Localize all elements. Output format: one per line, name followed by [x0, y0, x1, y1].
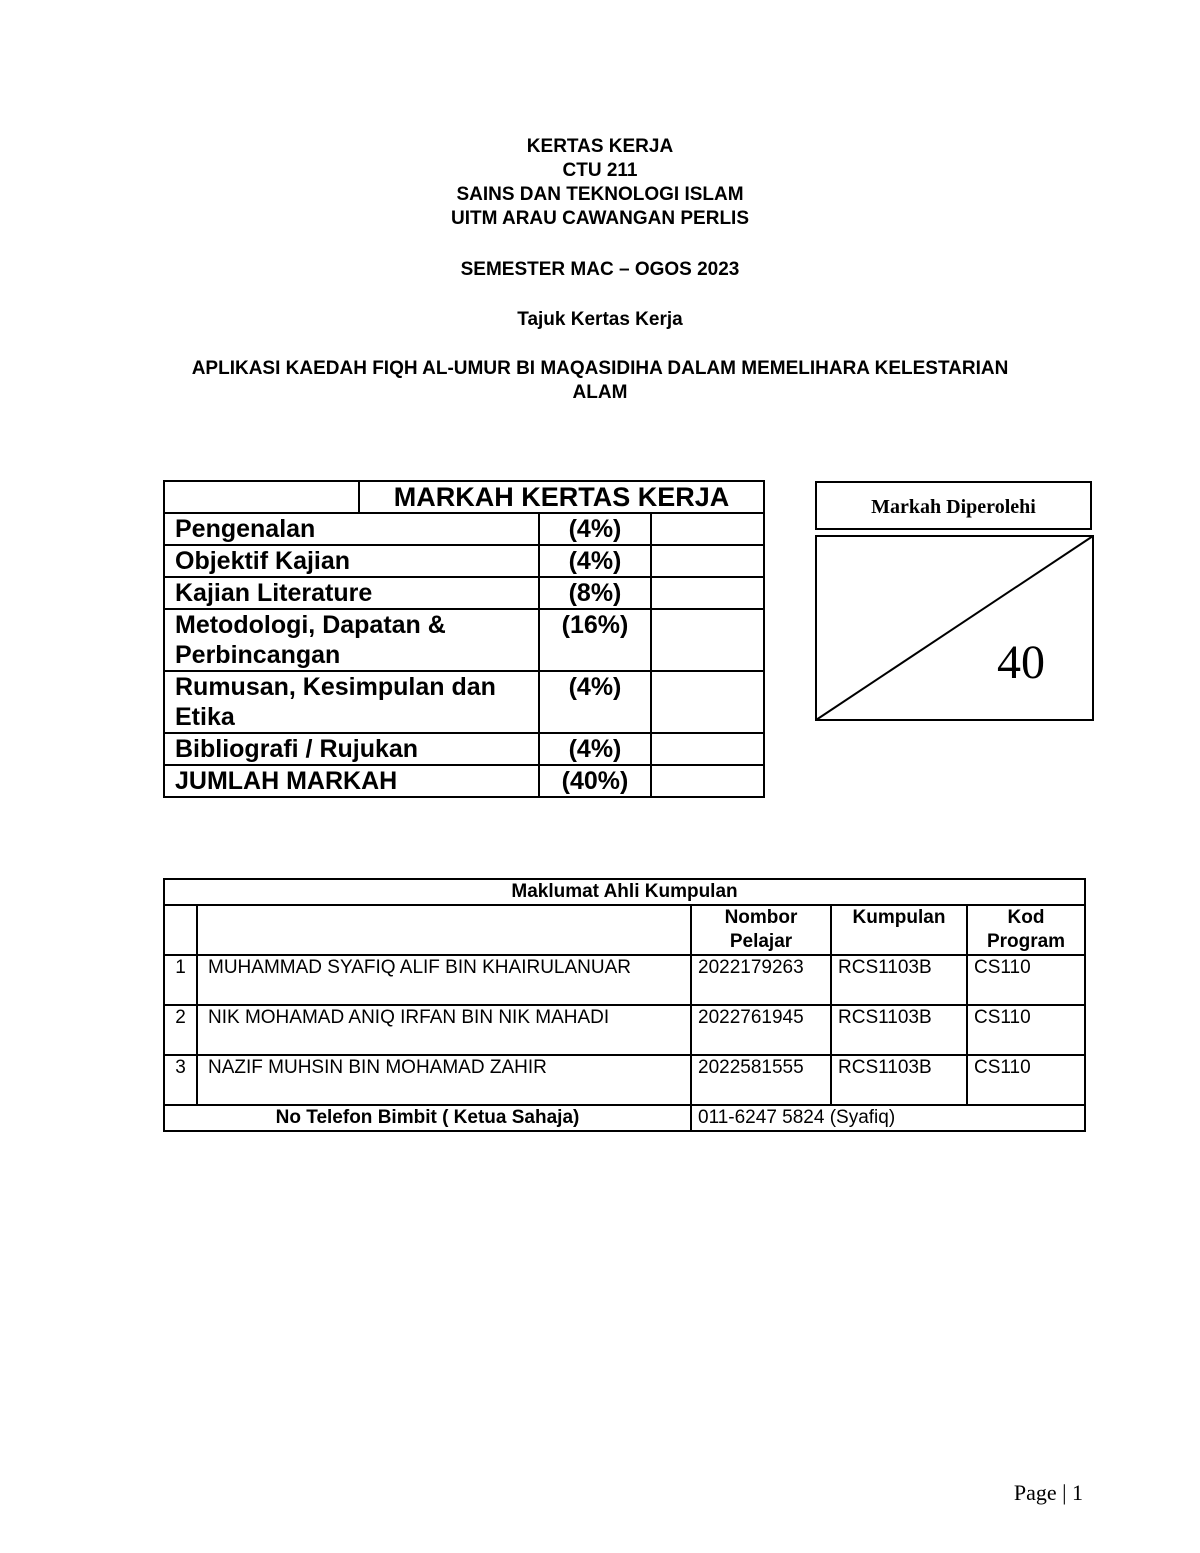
semester-line — [0, 258, 1200, 282]
phone-label: No Telefon Bimbit ( Ketua Sahaja) — [164, 1105, 691, 1131]
tajuk-label-text: Tajuk Kertas Kerja — [517, 309, 683, 330]
member-group: RCS1103B — [831, 1005, 967, 1055]
marks-item: Rumusan, Kesimpulan dan Etika — [164, 671, 539, 733]
members-caption: Maklumat Ahli Kumpulan — [164, 879, 1085, 905]
member-program: CS110 — [967, 1005, 1085, 1055]
header-line: CTU 211 — [562, 160, 638, 181]
marks-score-cell — [651, 545, 764, 577]
member-row — [164, 1005, 1085, 1055]
marks-weight: (8%) — [539, 577, 651, 609]
marks-score-cell — [651, 577, 764, 609]
marks-item: Pengenalan — [164, 513, 539, 545]
marks-total-label: JUMLAH MARKAH — [164, 765, 539, 797]
marks-score-cell — [651, 609, 764, 671]
member-program: CS110 — [967, 1055, 1085, 1105]
marks-row — [164, 733, 764, 765]
col-head-student-no: Nombor Pelajar — [691, 905, 831, 955]
score-value: 40 — [997, 636, 1045, 689]
score-label: Markah Diperolehi — [815, 481, 1092, 530]
semester-text: SEMESTER MAC – OGOS 2023 — [460, 259, 740, 280]
marks-item: Kajian Literature — [164, 577, 539, 609]
marks-item: Bibliografi / Rujukan — [164, 733, 539, 765]
member-name: MUHAMMAD SYAFIQ ALIF BIN KHAIRULANUAR — [197, 955, 691, 1005]
paper-title-line: APLIKASI KAEDAH FIQH AL-UMUR BI MAQASIDIHA DALAM MEMELIHARA KELESTARIAN — [191, 358, 1009, 379]
header-line: SAINS DAN TEKNOLOGI ISLAM — [456, 184, 744, 205]
col-head-name — [197, 905, 691, 955]
col-head-group: Kumpulan — [831, 905, 967, 955]
header-line: KERTAS KERJA — [526, 136, 674, 157]
members-caption-row — [164, 879, 1085, 905]
marks-row — [164, 671, 764, 733]
marks-row — [164, 545, 764, 577]
marks-total-score-cell — [651, 765, 764, 797]
marks-table-header — [164, 481, 764, 513]
member-name: NIK MOHAMAD ANIQ IRFAN BIN NIK MAHADI — [197, 1005, 691, 1055]
member-row — [164, 1055, 1085, 1105]
member-no: 1 — [164, 955, 197, 1005]
members-table — [163, 878, 1086, 1132]
document-header — [0, 135, 1200, 231]
marks-weight: (4%) — [539, 545, 651, 577]
marks-score-cell — [651, 733, 764, 765]
marks-item: Metodologi, Dapatan & Perbincangan — [164, 609, 539, 671]
col-head-program: Kod Program — [967, 905, 1085, 955]
marks-table-heading: MARKAH KERTAS KERJA — [359, 481, 764, 513]
tajuk-label — [0, 308, 1200, 332]
member-student-no: 2022581555 — [691, 1055, 831, 1105]
paper-title — [0, 357, 1200, 405]
marks-row — [164, 513, 764, 545]
paper-title-line: ALAM — [572, 382, 628, 403]
marks-weight: (16%) — [539, 609, 651, 671]
score-box-frame — [815, 535, 1095, 722]
member-group: RCS1103B — [831, 955, 967, 1005]
marks-table — [163, 480, 765, 798]
member-group: RCS1103B — [831, 1055, 967, 1105]
member-row — [164, 955, 1085, 1005]
members-header-row — [164, 905, 1085, 955]
marks-row — [164, 577, 764, 609]
marks-item: Objektif Kajian — [164, 545, 539, 577]
marks-weight: (4%) — [539, 733, 651, 765]
member-no: 3 — [164, 1055, 197, 1105]
member-name: NAZIF MUHSIN BIN MOHAMAD ZAHIR — [197, 1055, 691, 1105]
score-box-diagonal — [816, 536, 1093, 720]
marks-row — [164, 609, 764, 671]
marks-score-cell — [651, 671, 764, 733]
phone-value: 011-6247 5824 (Syafiq) — [691, 1105, 1085, 1131]
marks-weight: (4%) — [539, 513, 651, 545]
marks-weight: (4%) — [539, 671, 651, 733]
phone-row — [164, 1105, 1085, 1131]
page-number: Page | 1 — [1013, 1480, 1083, 1505]
member-no: 2 — [164, 1005, 197, 1055]
marks-total-weight: (40%) — [539, 765, 651, 797]
marks-score-cell — [651, 513, 764, 545]
header-line: UITM ARAU CAWANGAN PERLIS — [450, 208, 750, 229]
marks-total-row — [164, 765, 764, 797]
member-student-no: 2022179263 — [691, 955, 831, 1005]
col-head-no — [164, 905, 197, 955]
score-box — [815, 535, 1095, 722]
marks-header-blank — [164, 481, 359, 513]
member-student-no: 2022761945 — [691, 1005, 831, 1055]
member-program: CS110 — [967, 955, 1085, 1005]
